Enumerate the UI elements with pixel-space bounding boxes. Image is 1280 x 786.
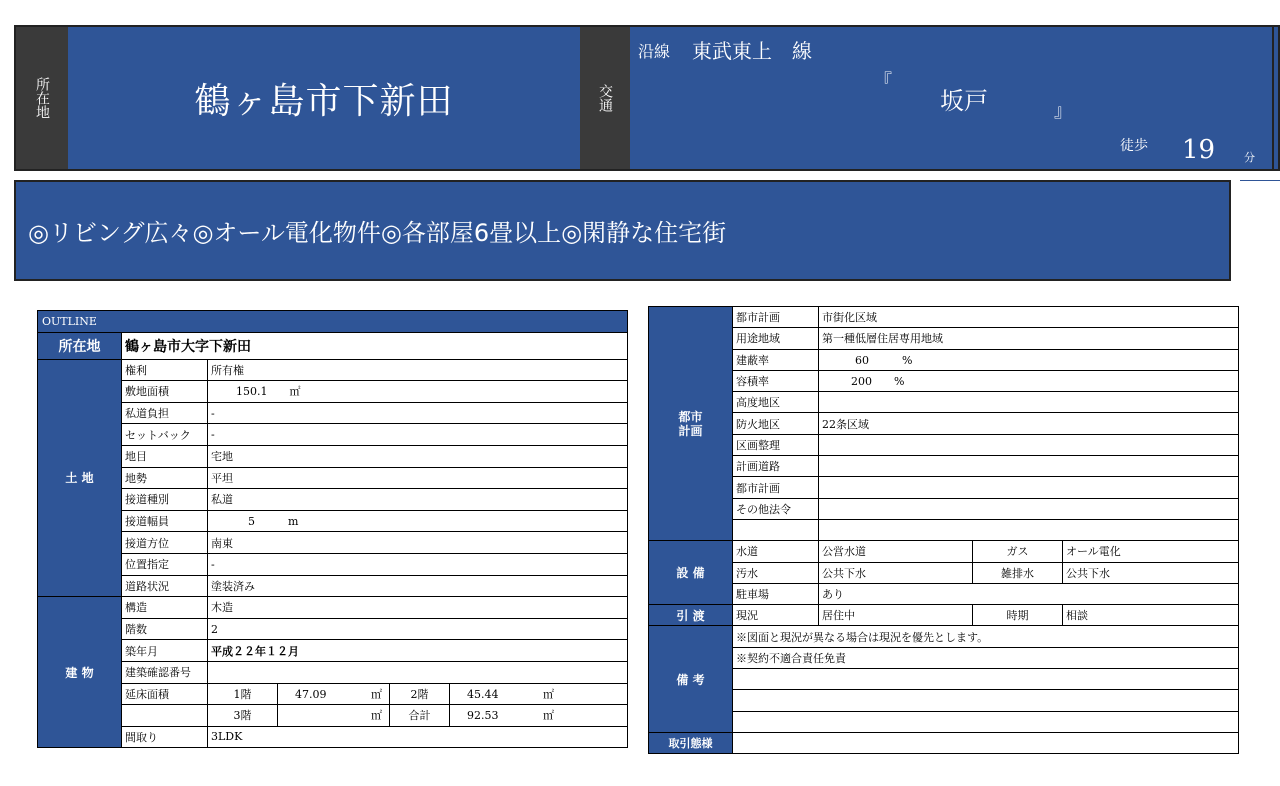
minutes-unit: 分: [1244, 151, 1255, 164]
built-label: 築年月: [122, 640, 208, 662]
planning-row-value: 第一種低層住居専用地域: [819, 328, 1239, 349]
land-row-label: 接道幅員: [122, 510, 208, 532]
layout-label: 間取り: [122, 726, 208, 748]
floor-area-blank: [122, 705, 208, 727]
floor2-unit: ㎡: [543, 687, 554, 701]
remarks-header: 備 考: [649, 626, 733, 732]
layout-value: 3LDK: [208, 726, 628, 748]
facilities-header: 設 備: [649, 541, 733, 605]
planning-row-value: [819, 392, 1239, 413]
band-right-border: [1272, 27, 1274, 169]
floor2-label: 2階: [390, 683, 450, 705]
land-row-label: セットバック: [122, 424, 208, 446]
floor1-label: 1階: [208, 683, 278, 705]
transaction-label: 取引態様: [649, 732, 733, 753]
planning-header: 都市 計画: [649, 307, 733, 541]
land-row-label: 接道種別: [122, 489, 208, 511]
catchphrase-banner: ◎リビング広々◎オール電化物件◎各部屋6畳以上◎閑静な住宅街: [14, 180, 1231, 281]
total-area: [450, 705, 628, 727]
structure-value: 木造: [208, 597, 628, 619]
land-header: 土 地: [38, 359, 122, 597]
floors-value: 2: [208, 618, 628, 640]
land-row-label: 私道負担: [122, 402, 208, 424]
gas-value: オール電化: [1063, 541, 1239, 562]
bracket-close: 』: [1054, 101, 1072, 122]
floor3-label: 3階: [208, 705, 278, 727]
handover-timing-value: 相談: [1063, 605, 1239, 626]
bracket-open: 『: [874, 71, 892, 92]
drain-label: 雑排水: [973, 562, 1063, 583]
planning-row-value: [819, 519, 1239, 540]
confirm-label: 建築確認番号: [122, 661, 208, 683]
drain-value: 公共下水: [1063, 562, 1239, 583]
sewage-value: 公共下水: [819, 562, 973, 583]
planning-row-value: 200 %: [819, 370, 1239, 391]
remarks-line: ※図面と現況が異なる場合は現況を優先とします。: [733, 626, 1239, 647]
location-label-box: [16, 27, 68, 169]
water-label: 水道: [733, 541, 819, 562]
planning-row-value: [819, 477, 1239, 498]
planning-row-label: 容積率: [733, 370, 819, 391]
floor2-area: [450, 683, 628, 705]
planning-row-label: 計画道路: [733, 456, 819, 477]
planning-row-value: 22条区域: [819, 413, 1239, 434]
land-row-value: 宅地: [208, 445, 628, 467]
remarks-line: [733, 711, 1239, 732]
floor-area-label: 延床面積: [122, 683, 208, 705]
land-row-label: 敷地面積: [122, 381, 208, 403]
planning-row-label: 高度地区: [733, 392, 819, 413]
accent-line: [1240, 180, 1280, 181]
planning-row-label: 用途地域: [733, 328, 819, 349]
walk-minutes: 19: [1182, 135, 1216, 165]
planning-table: [648, 306, 1239, 754]
planning-row-label: 都市計画: [733, 307, 819, 328]
floor1-unit: ㎡: [371, 687, 382, 701]
land-row-value: -: [208, 553, 628, 575]
planning-row-label: 建蔽率: [733, 349, 819, 370]
land-row-label: 地目: [122, 445, 208, 467]
floor1-value: 47.09: [295, 687, 327, 701]
traffic-label-box: [580, 27, 630, 169]
total-unit: ㎡: [543, 709, 554, 723]
planning-row-label: 防火地区: [733, 413, 819, 434]
confirm-value: [208, 661, 628, 683]
land-row-label: 地勢: [122, 467, 208, 489]
handover-header: 引 渡: [649, 605, 733, 626]
handover-status-value: 居住中: [819, 605, 973, 626]
outline-location-value: 鶴ヶ島市大字下新田: [122, 332, 628, 359]
land-row-value: -: [208, 402, 628, 424]
planning-row-value: [819, 498, 1239, 519]
planning-row-label: 区画整理: [733, 434, 819, 455]
line-name: 東武東上 線: [692, 39, 812, 63]
structure-label: 構造: [122, 597, 208, 619]
land-row-label: 道路状況: [122, 575, 208, 597]
floor1-area: [278, 683, 390, 705]
land-row-value: 塗装済み: [208, 575, 628, 597]
building-header: 建 物: [38, 597, 122, 748]
traffic-info: [630, 27, 1276, 169]
transaction-value: [733, 732, 1239, 753]
remarks-line: [733, 669, 1239, 690]
water-value: 公営水道: [819, 541, 973, 562]
location-label: 所在地: [34, 77, 50, 119]
land-row-label: 権利: [122, 359, 208, 381]
location-value: 鶴ヶ島市下新田: [194, 80, 454, 122]
land-row-value: 平坦: [208, 467, 628, 489]
land-row-label: 位置指定: [122, 553, 208, 575]
planning-row-value: 60 %: [819, 349, 1239, 370]
land-row-value: 150.1 ㎡: [208, 381, 628, 403]
land-row-value: 所有権: [208, 359, 628, 381]
parking-value: あり: [819, 583, 1239, 604]
outline-title: OUTLINE: [38, 311, 628, 333]
floors-label: 階数: [122, 618, 208, 640]
station-name: 坂戸: [940, 87, 988, 115]
remarks-line: [733, 690, 1239, 711]
land-row-value: 私道: [208, 489, 628, 511]
outline-table: [37, 310, 628, 748]
land-row-value: -: [208, 424, 628, 446]
traffic-label: 交通: [597, 84, 613, 112]
planning-row-label: 都市計画: [733, 477, 819, 498]
planning-row-value: [819, 434, 1239, 455]
handover-status-label: 現況: [733, 605, 819, 626]
line-prefix: 沿線: [638, 42, 671, 61]
planning-row-value: [819, 456, 1239, 477]
land-row-value: 5 m: [208, 510, 628, 532]
location-traffic-band: [14, 25, 1280, 171]
sewage-label: 汚水: [733, 562, 819, 583]
planning-row-label: [733, 519, 819, 540]
gas-label: ガス: [973, 541, 1063, 562]
floor3-unit: ㎡: [371, 709, 382, 723]
total-value: 92.53: [467, 709, 499, 723]
remarks-line: ※契約不適合責任免責: [733, 647, 1239, 668]
walk-label: 徒歩: [1120, 138, 1148, 154]
land-row-label: 接道方位: [122, 532, 208, 554]
planning-row-value: 市街化区域: [819, 307, 1239, 328]
floor2-value: 45.44: [467, 687, 499, 701]
built-value: 平成２２年１２月: [208, 640, 628, 662]
outline-location-label: 所在地: [38, 332, 122, 359]
land-row-value: 南東: [208, 532, 628, 554]
parking-label: 駐車場: [733, 583, 819, 604]
floor3-area: [278, 705, 390, 727]
total-label: 合計: [390, 705, 450, 727]
handover-timing-label: 時期: [973, 605, 1063, 626]
planning-row-label: その他法令: [733, 498, 819, 519]
